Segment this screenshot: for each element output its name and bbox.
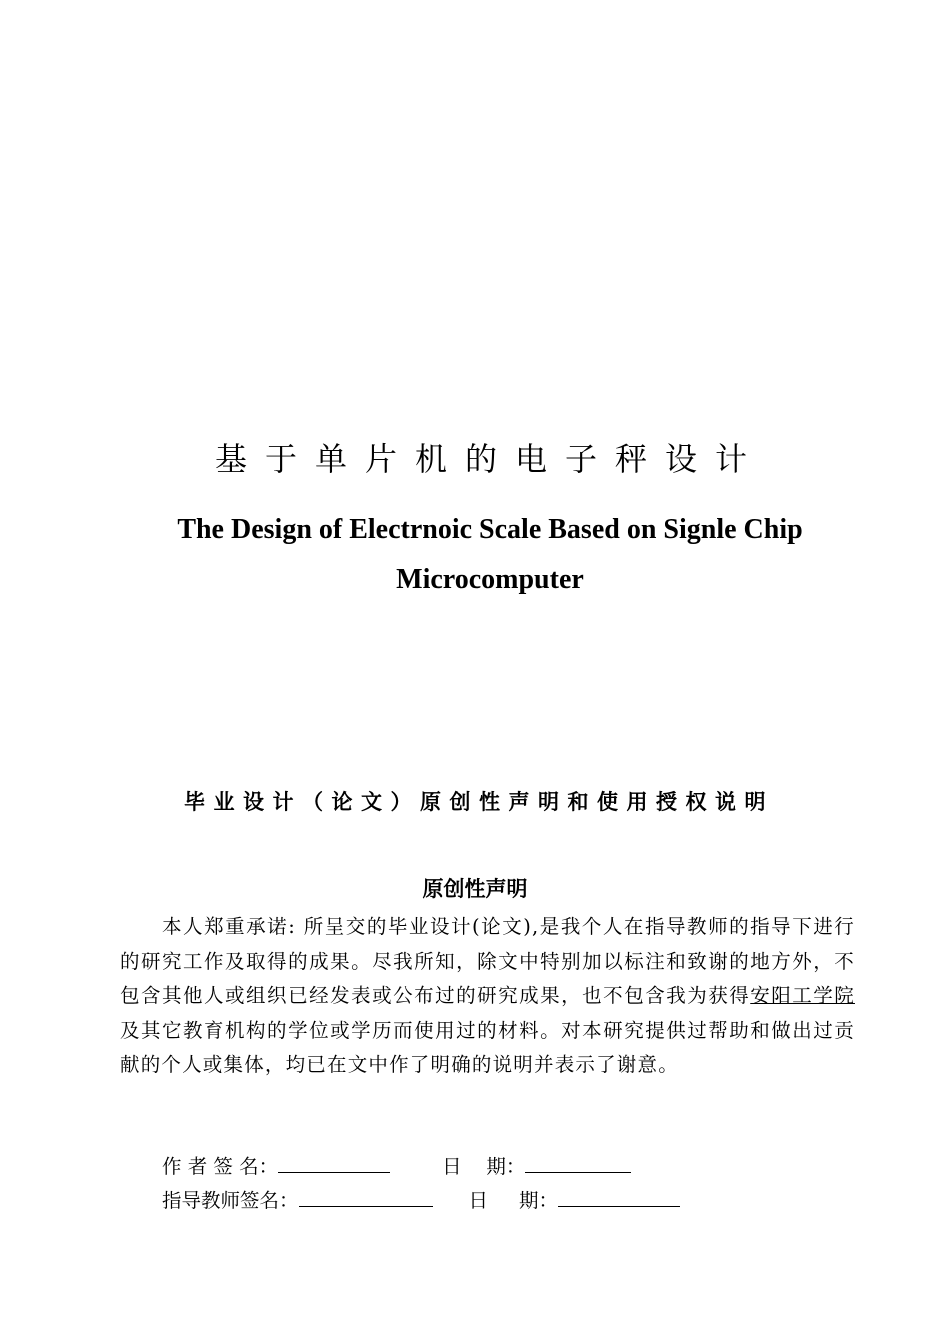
author-signature-field[interactable] xyxy=(278,1150,390,1173)
thesis-title-chinese: 基于单片机的电子秤设计 xyxy=(214,440,765,478)
originality-text-before: 本人郑重承诺: 所呈交的毕业设计(论文),是我个人在指导教师的指导下进行的研究工作及取得的成果。尽我所知，除文中特别加以标注和致谢的地方外，不包含其他人或组织已经发表或公布过的研究成果，也不包含我为获得 xyxy=(120,915,855,1007)
institution-name: 安阳工学院 xyxy=(750,984,855,1007)
author-date-field[interactable] xyxy=(525,1150,631,1173)
advisor-date-label: 日 期： xyxy=(468,1189,559,1212)
originality-paragraph xyxy=(120,910,855,1083)
author-signature-label: 作 者 签 名： xyxy=(162,1155,279,1178)
advisor-signature-row xyxy=(162,1184,680,1216)
thesis-title-english xyxy=(120,505,860,605)
thesis-title-english-line-2: Microcomputer xyxy=(396,564,584,595)
originality-heading: 原创性声明 xyxy=(422,877,528,901)
author-signature-row xyxy=(162,1150,631,1182)
advisor-signature-field[interactable] xyxy=(299,1184,433,1207)
statement-heading: 毕业设计（论文）原创性声明和使用授权说明 xyxy=(184,790,774,814)
thesis-title-english-line-1: The Design of Electrnoic Scale Based on Signle Chip xyxy=(177,514,803,545)
author-date-label: 日 期： xyxy=(442,1155,526,1178)
advisor-date-field[interactable] xyxy=(558,1184,680,1207)
advisor-signature-label: 指导教师签名： xyxy=(162,1189,299,1212)
originality-text-after: 及其它教育机构的学位或学历而使用过的材料。对本研究提供过帮助和做出过贡献的个人或集体，均已在文中作了明确的说明并表示了谢意。 xyxy=(120,1018,855,1076)
